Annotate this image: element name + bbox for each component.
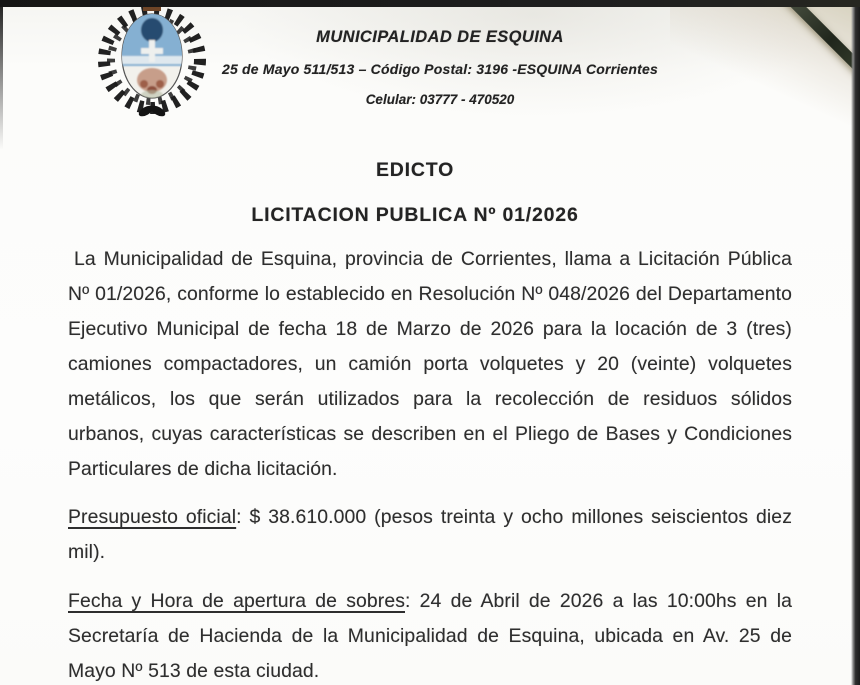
intro-paragraph: La Municipalidad de Esquina, provincia de Corrientes, llama a Licitación Pública Nº 01/2026, conforme lo establecido en Resolución Nº 048/2026 del Departamento Ejecutivo Municipal de fecha 18 de Marzo de 2026 para la locación de 3 (tres) camiones compactadores, un camión porta volquetes y 20 (veinte) volquetes metálicos, los que serán utilizados para la recolección de residuos sólidos urbanos, cuyas características se describen en el Pliego de Bases y Condiciones Particulares de dicha licitación. bbox=[68, 248, 792, 480]
letterhead bbox=[20, 27, 860, 108]
opening-text: : 24 de Abril de 2026 a las 10:00hs en la Secretaría de Hacienda de la Municipalidad de Esquina, ubicada en Av. 25 de Mayo Nº 513 de esta ciudad. bbox=[68, 590, 792, 682]
opening-label: Fecha y Hora de apertura de sobres bbox=[68, 590, 405, 612]
scan-edge-top bbox=[0, 0, 860, 7]
org-address: 25 de Mayo 511/513 – Código Postal: 3196 -ESQUINA Corrientes bbox=[221, 61, 659, 77]
budget-label: Presupuesto oficial bbox=[68, 506, 237, 528]
budget-paragraph bbox=[68, 500, 792, 570]
org-phone: Celular: 03777 - 470520 bbox=[365, 92, 515, 107]
scan-edge-left bbox=[0, 0, 3, 150]
opening-paragraph bbox=[68, 584, 792, 685]
org-name: MUNICIPALIDAD DE ESQUINA bbox=[316, 28, 564, 46]
budget-text: : $ 38.610.000 (pesos treinta y ocho millones seiscientos diez mil). bbox=[68, 506, 792, 563]
document-title: EDICTO bbox=[375, 159, 455, 181]
document-body bbox=[68, 242, 792, 685]
scan-edge-right bbox=[851, 0, 860, 685]
document-subtitle: LICITACION PUBLICA Nº 01/2026 bbox=[251, 204, 579, 226]
